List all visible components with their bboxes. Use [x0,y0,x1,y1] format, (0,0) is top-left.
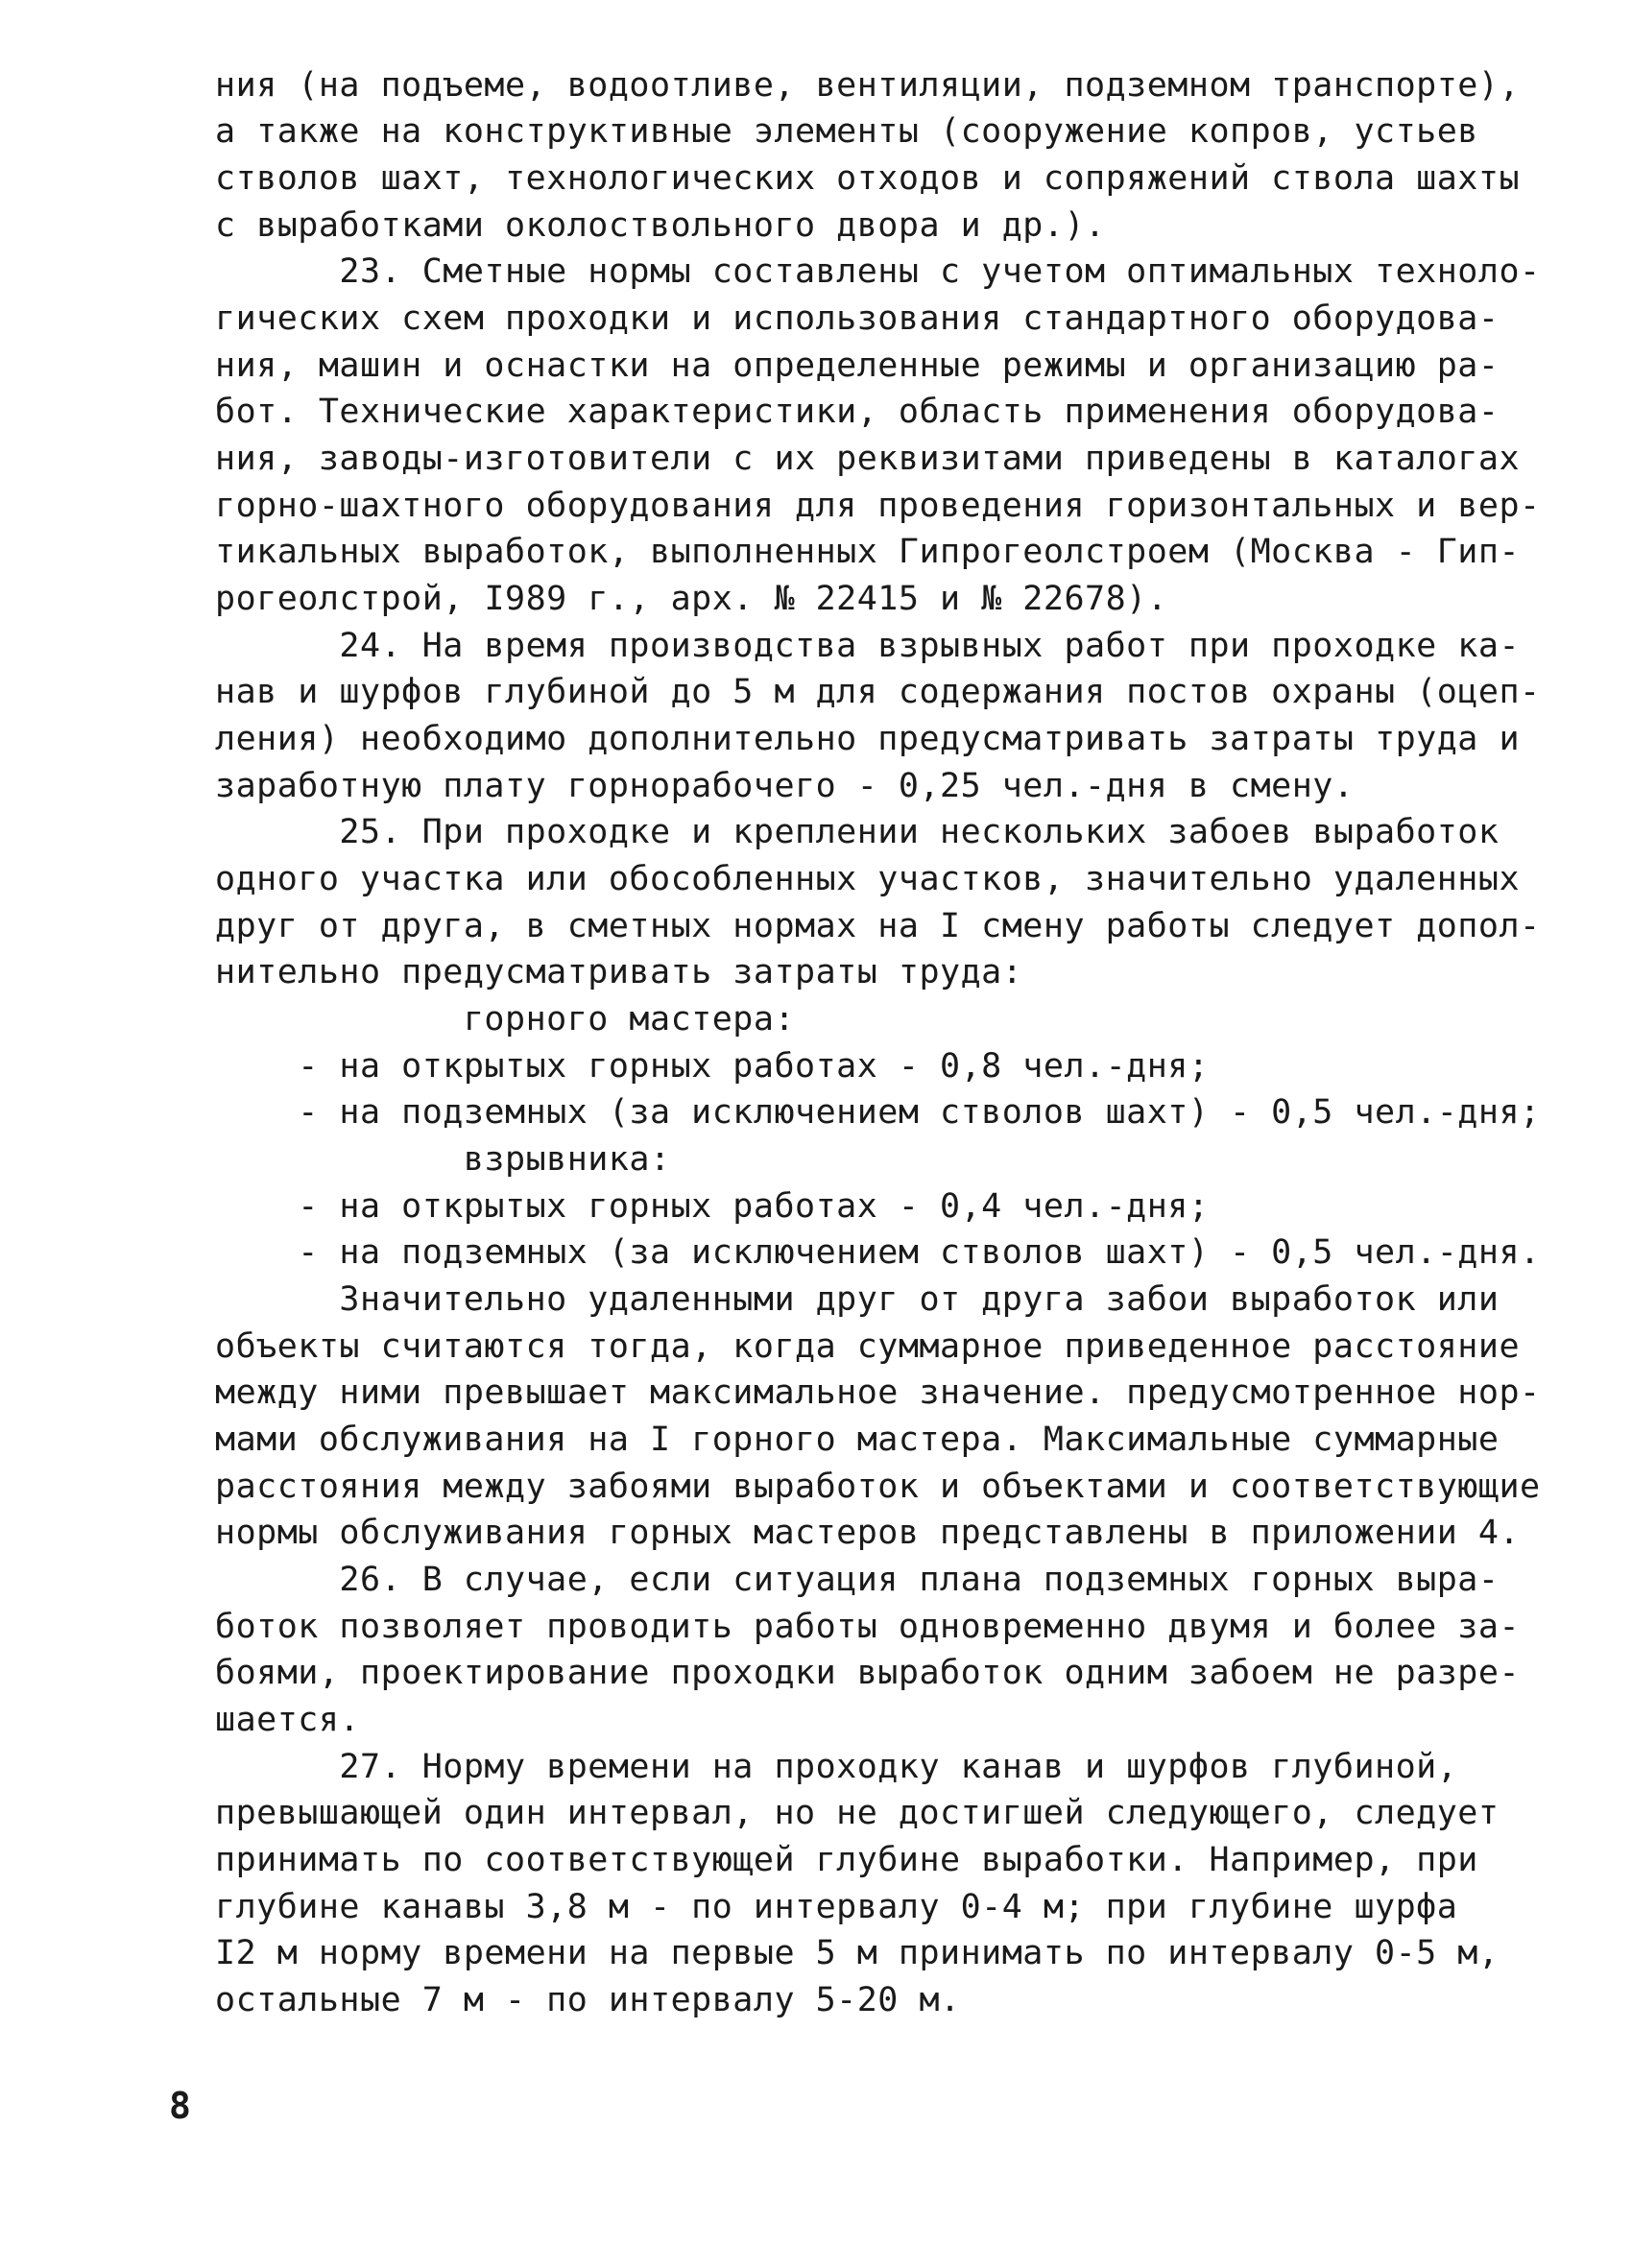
text-line: 27. Норму времени на проходку канав и шурфов глубиной, [215,1748,1458,1786]
text-line: - на открытых горных работах - 0,4 чел.-дня; [215,1187,1210,1226]
text-line: нав и шурфов глубиной до 5 м для содержания постов охраны (оцеп- [215,673,1541,711]
text-line: - на подземных (за исключением стволов шахт) - 0,5 чел.-дня; [215,1093,1541,1132]
text-line: ния, машин и оснастки на определенные режимы и организацию ра- [215,346,1500,385]
text-line: стволов шахт, технологических отходов и сопряжений ствола шахты [215,159,1521,198]
text-line: - на подземных (за исключением стволов шахт) - 0,5 чел.-дня. [215,1233,1541,1272]
text-line: принимать по соответствующей глубине выработки. Например, при [215,1841,1478,1879]
text-line: остальные 7 м - по интервалу 5-20 м. [215,1981,961,2019]
text-line: мами обслуживания на I горного мастера. Максимальные суммарные [215,1420,1500,1459]
text-line: расстояния между забоями выработок и объектами и соответствующие [215,1468,1541,1506]
text-line: ния, заводы-изготовители с их реквизитами приведены в каталогах [215,440,1521,478]
text-line: боями, проектирование проходки выработок одним забоем не разре- [215,1654,1521,1692]
text-line: 26. В случае, если ситуация плана подземных горных выра- [215,1561,1500,1599]
text-line: бот. Технические характеристики, область применения оборудова- [215,393,1500,431]
text-line: тикальных выработок, выполненных Гипрогеолстроем (Москва - Гип- [215,533,1521,571]
text-line: рогеолстрой, I989 г., арх. № 22415 и № 22678). [215,580,1168,618]
text-line: 24. На время производства взрывных работ при проходке ка- [215,627,1521,665]
text-line: шается. [215,1701,361,1739]
text-line: Значительно удаленными друг от друга забои выработок или [215,1280,1500,1319]
text-line: нормы обслуживания горных мастеров представлены в приложении 4. [215,1514,1521,1552]
text-line: гических схем проходки и использования стандартного оборудова- [215,299,1500,338]
text-line: глубине канавы 3,8 м - по интервалу 0-4 м; при глубине шурфа [215,1888,1458,1926]
text-line: между ними превышает максимальное значение. предусмотренное нор- [215,1373,1541,1412]
text-line: нительно предусматривать затраты труда: [215,953,1023,991]
text-line: превышающей один интервал, но не достигшей следующего, следует [215,1794,1500,1832]
text-line: горного мастера: [215,1000,796,1039]
page-number: 8 [169,2085,192,2127]
text-line: 25. При проходке и креплении нескольких забоев выработок [215,813,1500,851]
text-line: объекты считаются тогда, когда суммарное приведенное расстояние [215,1327,1521,1366]
text-line: друг от друга, в сметных нормах на I смену работы следует допол- [215,907,1541,945]
text-line: с выработками околоствольного двора и др.). [215,206,1106,245]
text-line: 23. Сметные нормы составлены с учетом оптимальных техноло- [215,252,1541,291]
text-line: ления) необходимо дополнительно предусматривать затраты труда и [215,720,1521,758]
text-line: взрывника: [215,1140,671,1179]
text-line: ния (на подъеме, водоотливе, вентиляции, подземном транспорте), [215,66,1521,105]
text-line: боток позволяет проводить работы одновременно двумя и более за- [215,1608,1521,1646]
text-line: горно-шахтного оборудования для проведения горизонтальных и вер- [215,487,1541,525]
text-line: а также на конструктивные элементы (сооружение копров, устьев [215,112,1478,151]
text-line: заработную плату горнорабочего - 0,25 чел.-дня в смену. [215,767,1355,805]
text-line: I2 м норму времени на первые 5 м принимать по интервалу 0-5 м, [215,1934,1500,1972]
text-line: - на открытых горных работах - 0,8 чел.-дня; [215,1047,1210,1086]
text-line: одного участка или обособленных участков, значительно удаленных [215,860,1521,898]
